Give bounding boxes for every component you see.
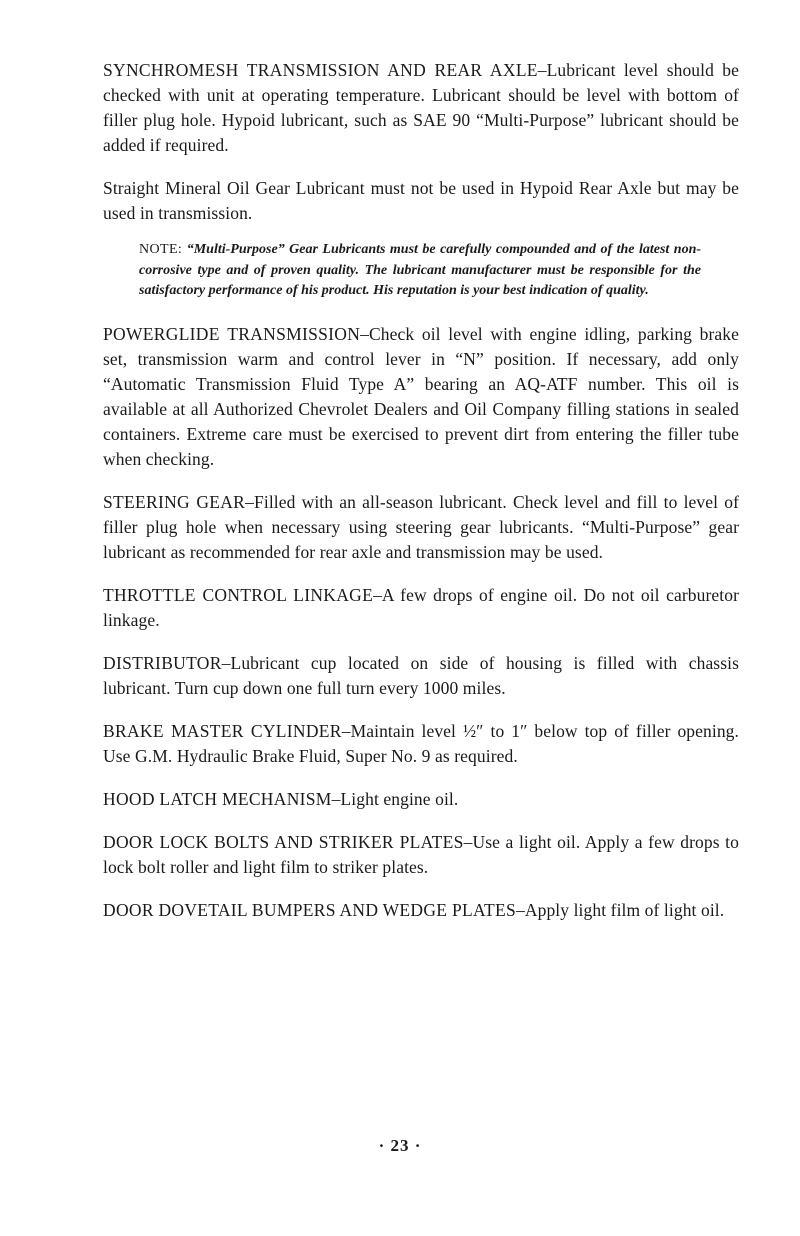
section-heading: DISTRIBUTOR <box>103 652 222 673</box>
section-mineral-oil-warning <box>103 176 739 226</box>
section-body: –Lubricant level should be checked with unit at operating temperature. Lubricant should be level with bottom of filler plug hole. Hypoid lubricant, such as SAE 90 “Multi-Purpose” lubricant should be added if required. <box>103 60 739 155</box>
section-body: Straight Mineral Oil Gear Lubricant must not be used in Hypoid Rear Axle but may be used in transmission. <box>103 178 739 223</box>
lubricant-note <box>139 240 701 302</box>
section-heading: THROTTLE CONTROL LINKAGE <box>103 584 374 605</box>
section-throttle-control-linkage <box>103 583 739 633</box>
section-distributor <box>103 651 739 701</box>
section-heading: DOOR LOCK BOLTS AND STRIKER PLATES <box>103 831 464 852</box>
section-body: –Lubricant cup located on side of housing is filled with chassis lubricant. Turn cup down one full turn every 1000 miles. <box>103 652 739 698</box>
page-number: · 23 · <box>378 1136 422 1155</box>
section-heading: SYNCHROMESH TRANSMISSION AND REAR AXLE <box>103 60 538 80</box>
section-heading: HOOD LATCH MECHANISM <box>103 788 332 809</box>
section-steering-gear <box>103 490 739 565</box>
section-body: –Maintain level ½″ to 1″ below top of filler opening. Use G.M. Hydraulic Brake Fluid, Super No. 9 as required. <box>103 720 740 766</box>
note-body: “Multi-Purpose” Gear Lubricants must be carefully compounded and of the latest non-corrosive type and of proven quality. The lubricant manufacturer must be responsible for the satisfactory performance of his product. His reputation is your best indication of quality. <box>139 242 702 298</box>
section-powerglide-transmission <box>103 322 739 472</box>
section-hood-latch-mechanism <box>103 787 739 812</box>
section-door-lock-bolts <box>103 830 739 880</box>
section-body: –A few drops of engine oil. Do not oil carburetor linkage. <box>103 584 740 630</box>
section-door-dovetail-bumpers <box>103 898 739 923</box>
section-synchromesh-transmission <box>103 58 739 158</box>
manual-page <box>103 58 739 941</box>
section-body: –Light engine oil. <box>331 788 459 809</box>
section-heading: DOOR DOVETAIL BUMPERS AND WEDGE PLATES <box>103 899 516 920</box>
section-heading: STEERING GEAR <box>103 491 246 512</box>
section-heading: BRAKE MASTER CYLINDER <box>103 720 342 741</box>
section-body: –Apply light film of light oil. <box>516 899 725 920</box>
section-body: –Filled with an all-season lubricant. Check level and fill to level of filler plug hole when necessary using steering gear lubricants. “Multi-Purpose” gear lubricant as recommended for rear axle and transmission may be used. <box>103 491 740 562</box>
section-heading: POWERGLIDE TRANSMISSION <box>103 323 361 344</box>
section-body: –Use a light oil. Apply a few drops to lock bolt roller and light film to striker plates. <box>103 831 739 877</box>
section-brake-master-cylinder <box>103 719 739 769</box>
section-body: –Check oil level with engine idling, parking brake set, transmission warm and control lever in “N” position. If necessary, add only “Automatic Transmission Fluid Type A” bearing an AQ-ATF number. This oil is available at all Authorized Chevrolet Dealers and Oil Company filling stations in sealed containers. Extreme care must be exercised to prevent dirt from entering the filler tube when checking. <box>103 323 739 469</box>
note-label: NOTE: <box>139 242 183 257</box>
